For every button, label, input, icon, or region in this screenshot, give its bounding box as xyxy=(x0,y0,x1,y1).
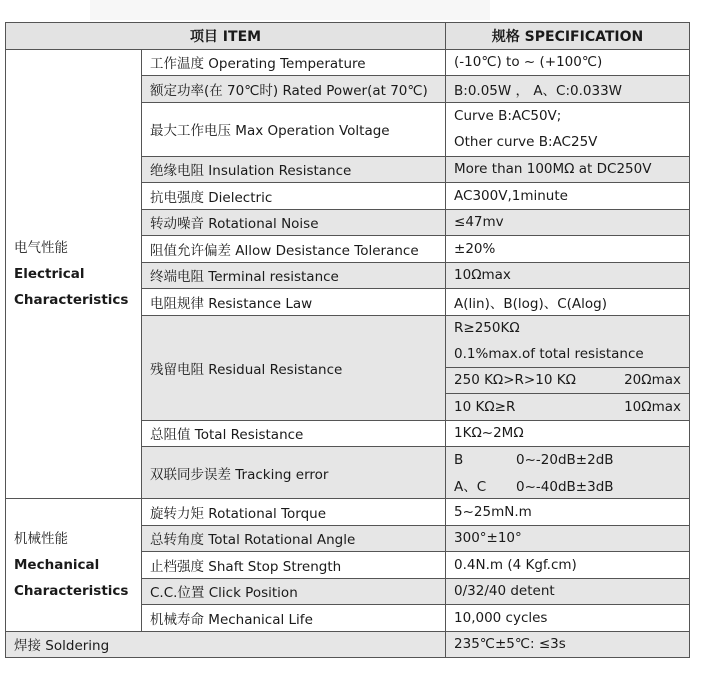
specification-table xyxy=(5,22,690,658)
spec-series: A、C xyxy=(454,479,487,496)
spec-cell xyxy=(446,367,690,394)
spec-cell: 0/32/40 detent xyxy=(446,578,690,605)
spec-cell: 1KΩ~2MΩ xyxy=(446,420,690,447)
table-row xyxy=(6,631,690,658)
soldering-item: 焊接 Soldering xyxy=(6,631,446,658)
category-en: Mechanical xyxy=(14,556,100,573)
category-en: Characteristics xyxy=(14,291,129,308)
electrical-category xyxy=(6,49,142,499)
item-cell: 转动噪音 Rotational Noise xyxy=(142,209,446,236)
spec-value: 20Ωmax xyxy=(624,372,682,389)
item-cell: 机械寿命 Mechanical Life xyxy=(142,605,446,632)
item-cell: 终端电阻 Terminal resistance xyxy=(142,262,446,289)
item-cell: 绝缘电阻 Insulation Resistance xyxy=(142,156,446,183)
soldering-spec: 235℃±5℃: ≤3s xyxy=(446,631,690,658)
spec-cell: 0.4N.m (4 Kgf.cm) xyxy=(446,552,690,579)
spec-cell: AC300V,1minute xyxy=(446,183,690,210)
item-cell: 额定功率(在 70℃时) Rated Power(at 70℃) xyxy=(142,76,446,103)
item-cell: 工作温度 Operating Temperature xyxy=(142,49,446,76)
spec-cell: ±20% xyxy=(446,236,690,263)
spec-cell: 300°±10° xyxy=(446,525,690,552)
mechanical-category xyxy=(6,499,142,632)
spec-cell xyxy=(446,102,690,156)
header-row xyxy=(6,23,690,50)
category-en: Electrical xyxy=(14,265,85,282)
item-cell: 阻值允许偏差 Allow Desistance Tolerance xyxy=(142,236,446,263)
item-cell: 最大工作电压 Max Operation Voltage xyxy=(142,102,446,156)
spec-condition: 250 KΩ>R>10 KΩ xyxy=(454,372,576,389)
item-cell: 双联同步误差 Tracking error xyxy=(142,447,446,499)
spec-value: 0~-40dB±3dB xyxy=(516,479,614,496)
spec-cell: A(lin)、B(log)、C(Alog) xyxy=(446,289,690,316)
category-zh: 机械性能 xyxy=(14,530,68,547)
spec-cell: 10Ωmax xyxy=(446,262,690,289)
category-en: Characteristics xyxy=(14,582,129,599)
spec-cell xyxy=(446,447,690,473)
spec-line: Other curve B:AC25V xyxy=(454,134,598,150)
table-row xyxy=(6,49,690,76)
item-cell: C.C.位置 Click Position xyxy=(142,578,446,605)
spec-value: 0~-20dB±2dB xyxy=(516,451,614,468)
category-zh: 电气性能 xyxy=(14,239,68,256)
item-cell: 止档强度 Shaft Stop Strength xyxy=(142,552,446,579)
spec-cell: B:0.05W ， A、C:0.033W xyxy=(446,76,690,103)
spec-series: B xyxy=(454,451,464,468)
spec-cell: 0.1%max.of total resistance xyxy=(446,341,690,367)
item-cell: 残留电阻 Residual Resistance xyxy=(142,315,446,420)
spec-cell: R≥250KΩ xyxy=(446,315,690,341)
item-cell: 总阻值 Total Resistance xyxy=(142,420,446,447)
item-cell: 总转角度 Total Rotational Angle xyxy=(142,525,446,552)
spec-condition: 10 KΩ≥R xyxy=(454,398,516,415)
item-cell: 抗电强度 Dielectric xyxy=(142,183,446,210)
table-row xyxy=(6,499,690,526)
spec-line: Curve B:AC50V; xyxy=(454,107,562,124)
watermark xyxy=(90,0,490,20)
header-item: 项目 ITEM xyxy=(6,23,446,50)
spec-cell: (-10℃) to ~ (+100℃) xyxy=(446,49,690,76)
header-spec: 规格 SPECIFICATION xyxy=(446,23,690,50)
item-cell: 电阻规律 Resistance Law xyxy=(142,289,446,316)
spec-cell: ≤47mv xyxy=(446,209,690,236)
spec-cell: 5~25mN.m xyxy=(446,499,690,526)
spec-cell xyxy=(446,394,690,421)
spec-value: 10Ωmax xyxy=(624,398,682,415)
spec-cell xyxy=(446,473,690,499)
spec-cell: More than 100MΩ at DC250V xyxy=(446,156,690,183)
spec-cell: 10,000 cycles xyxy=(446,605,690,632)
item-cell: 旋转力矩 Rotational Torque xyxy=(142,499,446,526)
